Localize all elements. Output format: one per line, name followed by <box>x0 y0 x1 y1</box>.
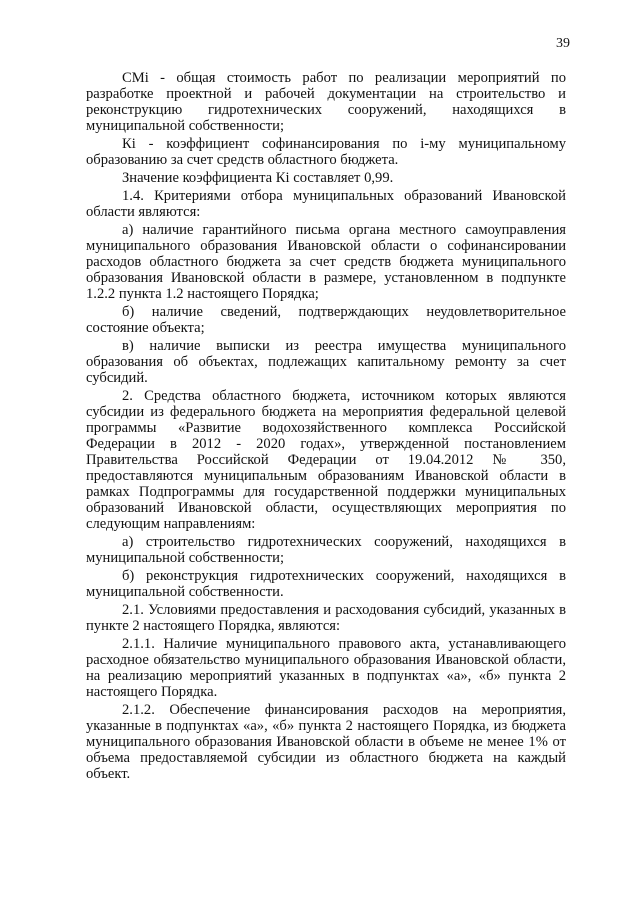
paragraph-cmi-definition: СМi - общая стоимость работ по реализации мероприятий по разработке проектной и рабочей документации на строительство и реконструкцию гидротехнических сооружений, находящихся в муниципальной собственности; <box>86 70 566 134</box>
paragraph-1-4-v: в) наличие выписки из реестра имущества муниципального образования об объектах, подлежащих капитальному ремонту за счет субсидий. <box>86 338 566 386</box>
document-body <box>86 70 566 782</box>
paragraph-ki-value: Значение коэффициента Кi составляет 0,99. <box>122 170 394 186</box>
paragraph-2-b: б) реконструкция гидротехнических сооружений, находящихся в муниципальной собственности. <box>86 568 566 600</box>
paragraph-2: 2. Средства областного бюджета, источником которых являются субсидии из федерального бюджета на мероприятия федеральной целевой программы «Развитие водохозяйственного комплекса Российской Федерации в 2012 - 2020 годах», утвержденной постановлением Правительства Российской Федерации от 19.04.2012 № 350, предоставляются муниципальным образованиям Ивановской области в рамках Подпрограммы для государственной поддержки муниципальных образований Ивановской области, осуществляющих мероприятия по следующим направлениям: <box>86 388 566 532</box>
page-number: 39 <box>556 36 570 51</box>
paragraph-1-4: 1.4. Критериями отбора муниципальных образований Ивановской области являются: <box>86 188 566 220</box>
paragraph-2-1-2: 2.1.2. Обеспечение финансирования расходов на мероприятия, указанные в подпунктах «а», «б» пункта 2 настоящего Порядка, из бюджета муниципального образования Ивановской области в объеме не менее 1% от объема предоставляемой субсидии из областного бюджета на каждый объект. <box>86 702 566 782</box>
paragraph-1-4-b: б) наличие сведений, подтверждающих неудовлетворительное состояние объекта; <box>86 304 566 336</box>
paragraph-ki-definition: Кi - коэффициент софинансирования по i-му муниципальному образованию за счет средств областного бюджета. <box>86 136 566 168</box>
paragraph-2-a: а) строительство гидротехнических сооружений, находящихся в муниципальной собственности; <box>86 534 566 566</box>
paragraph-1-4-a: а) наличие гарантийного письма органа местного самоуправления муниципального образования Ивановской области о софинансировании расходов областного бюджета за счет средств бюджета муниципального образования Ивановской области в размере, установленном в подпункте 1.2.2 пункта 1.2 настоящего Порядка; <box>86 222 566 302</box>
paragraph-2-1-1: 2.1.1. Наличие муниципального правового акта, устанавливающего расходное обязательство муниципального образования Ивановской области, на реализацию мероприятий указанных в подпунктах «а», «б» пункта 2 настоящего Порядка. <box>86 636 566 700</box>
paragraph-2-1: 2.1. Условиями предоставления и расходования субсидий, указанных в пункте 2 настоящего Порядка, являются: <box>86 602 566 634</box>
